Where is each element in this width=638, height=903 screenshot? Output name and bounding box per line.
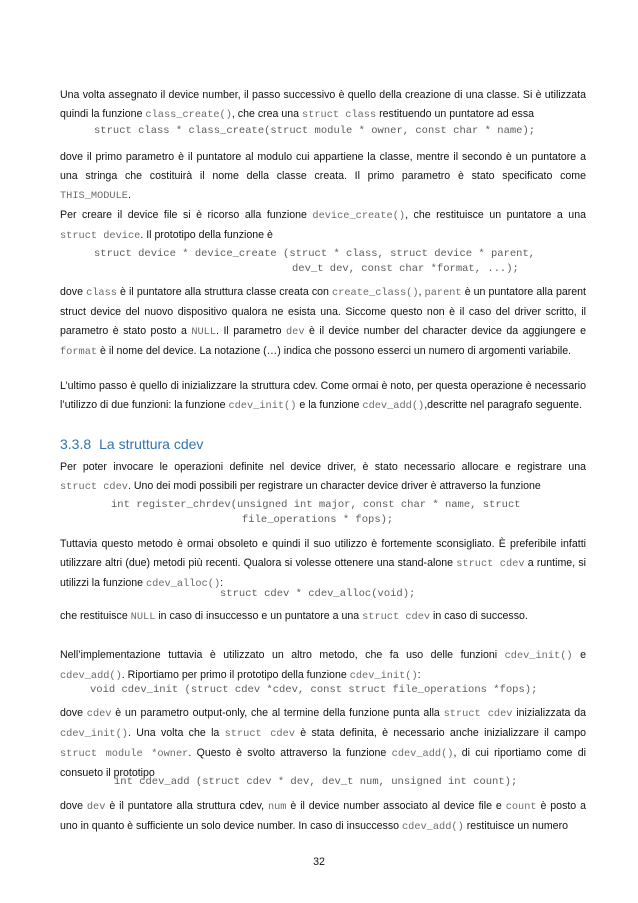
text: dove <box>60 286 87 298</box>
inline-code: parent <box>424 287 462 299</box>
paragraph-cdev-alloc-return <box>60 607 586 627</box>
inline-code: format <box>60 346 98 358</box>
paragraph-cdev-init-intro <box>60 377 586 416</box>
text: è posto a uno in quanto è sufficiente un solo device number. In caso di insuccesso <box>60 800 586 832</box>
inline-code: cdev_add() <box>60 670 122 682</box>
paragraph-cdev-registration <box>60 458 586 497</box>
paragraph-device-create-params <box>60 283 586 362</box>
inline-code: cdev_init() <box>504 650 573 662</box>
code-cdev-alloc-prototype: struct cdev * cdev_alloc(void); <box>220 588 416 600</box>
text: restituisce un numero <box>463 820 568 832</box>
text: Per creare il device file si è ricorso alla funzione <box>60 209 313 221</box>
inline-code: struct class <box>302 109 377 121</box>
inline-code: struct device <box>60 230 141 242</box>
text: Una volta assegnato il device number, il passo successivo è quello della creazione di una classe. Si è utilizzata quindi la funzione <box>60 89 586 120</box>
paragraph-obsolete-method <box>60 535 586 594</box>
section-title: La struttura cdev <box>99 436 204 452</box>
text: : <box>220 577 224 589</box>
text: è il device number associato al device file e <box>286 800 506 812</box>
text: è il puntatore alla struttura cdev, <box>105 800 268 812</box>
code-device-create-line2: dev_t dev, const char *format, ...); <box>292 263 519 275</box>
inline-code: cdev_add() <box>362 400 425 412</box>
inline-code: dev <box>285 326 305 338</box>
text: . Il parametro <box>216 325 286 337</box>
inline-code: cdev_init() <box>60 728 128 740</box>
paragraph-device-create-intro <box>60 206 586 246</box>
text: . Uno dei modi possibili per registrare un character device driver è attraverso la funzione <box>127 480 541 492</box>
text: dove <box>60 707 87 719</box>
inline-code: cdev_init() <box>349 670 418 682</box>
inline-code: create_class() <box>331 287 419 299</box>
text: Tuttavia questo metodo è ormai obsoleto e quindi il suo utilizzo è fortemente sconsigliato. È preferibile infatti utilizzare altri (due) metodi più recenti. Qualora si volesse ottenere una stand-alone <box>60 538 586 569</box>
section-number: 3.3.8 <box>60 436 92 452</box>
code-cdev-init-prototype: void cdev_init (struct cdev *cdev, const struct file_operations *fops); <box>90 684 538 696</box>
inline-code: cdev_add() <box>391 748 454 760</box>
paragraph-implementation-method <box>60 646 586 686</box>
inline-code: NULL <box>191 326 217 338</box>
text: . <box>127 189 131 201</box>
inline-code: class_create() <box>145 109 232 121</box>
inline-code: num <box>267 801 287 813</box>
code-register-chrdev-line1: int register_chrdev(unsigned int major, const char * name, struct <box>111 499 521 511</box>
inline-code: struct cdev <box>224 728 295 740</box>
text: in caso di insuccesso e un puntatore a una <box>155 610 363 622</box>
page-number: 32 <box>313 856 325 868</box>
paragraph-class-create-intro <box>60 86 586 125</box>
inline-code: struct cdev <box>456 558 525 570</box>
text: dove <box>60 800 87 812</box>
text: , che restituisce un puntatore a una <box>405 209 586 221</box>
inline-code: cdev_init() <box>228 400 297 412</box>
paragraph-cdev-init-params <box>60 704 586 783</box>
text: dove il primo parametro è il puntatore al modulo cui appartiene la classe, mentre il secondo è un puntatore a una stringa che costituirà il nome della classe creata. Il primo parametro è stato specificato come <box>60 151 586 182</box>
code-device-create-line1: struct device * device_create (struct * class, struct device * parent, <box>94 248 536 260</box>
text: . Questo è svolto attraverso la funzione <box>188 747 392 759</box>
text: è un puntatore alla parent struct device del nuovo dispositivo qualora ne esista una. Siccome questo non è il caso del driver scritto, il parametro è stato posto a <box>60 286 586 337</box>
inline-code: cdev_add() <box>401 821 464 833</box>
text: è il nome del device. La notazione (…) indica che possono esserci un numero di argomenti variabile. <box>97 345 572 357</box>
text: è stata definita, è necessario anche inizializzare il campo <box>294 727 586 739</box>
inline-code: struct module *owner <box>60 748 189 760</box>
text: Nell’implementazione tuttavia è utilizzato un altro metodo, che fa uso delle funzioni <box>60 649 505 661</box>
inline-code: count <box>505 801 537 813</box>
text: . Il prototipo della funzione è <box>140 229 273 241</box>
text: restituendo un puntatore ad essa <box>376 108 535 120</box>
text: . Una volta che la <box>127 727 225 739</box>
paragraph-cdev-add-params <box>60 797 586 837</box>
inline-code: struct cdev <box>60 481 128 493</box>
text: e la funzione <box>296 399 363 411</box>
inline-code: struct cdev <box>443 708 513 720</box>
inline-code: cdev <box>86 708 112 720</box>
inline-code: struct cdev <box>362 611 431 623</box>
text: in caso di successo. <box>430 610 528 622</box>
section-heading <box>60 436 203 452</box>
code-cdev-add-prototype: int cdev_add (struct cdev * dev, dev_t num, unsigned int count); <box>114 776 518 788</box>
text: Per poter invocare le operazioni definite nel device driver, è stato necessario allocare e registrare una <box>60 461 586 473</box>
paragraph-class-create-params <box>60 148 586 206</box>
text: , <box>418 286 425 298</box>
inline-code: NULL <box>130 611 156 623</box>
inline-code: device_create() <box>312 210 406 222</box>
inline-code: cdev_alloc() <box>145 578 221 590</box>
text: inizializzata da <box>512 707 586 719</box>
text: ,descritte nel paragrafo seguente. <box>424 399 583 411</box>
text: è il device number del character device da aggiungere e <box>304 325 587 337</box>
inline-code: dev <box>86 801 106 813</box>
text: e <box>572 649 586 661</box>
code-register-chrdev-line2: file_operations * fops); <box>242 514 394 526</box>
code-class-create-prototype: struct class * class_create(struct module * owner, const char * name); <box>94 125 536 137</box>
text: , di cui riportiamo come di consueto il prototipo <box>60 747 587 779</box>
text: è un parametro output-only, che al termine della funzione punta alla <box>111 707 444 719</box>
text: L’ultimo passo è quello di inizializzare la struttura cdev. Come ormai è noto, per questa operazione è necessario l’utilizzo di due funzioni: la funzione <box>60 380 586 411</box>
text: a runtime, si utilizzi la funzione <box>60 557 587 589</box>
text: . Riportiamo per primo il prototipo della funzione <box>121 669 350 681</box>
inline-code: class <box>86 287 117 299</box>
text: : <box>417 669 421 681</box>
text: , che crea una <box>231 108 303 120</box>
inline-code: THIS_MODULE <box>60 190 128 202</box>
text: che restituisce <box>60 610 131 622</box>
text: è il puntatore alla struttura classe creata con <box>116 286 332 298</box>
